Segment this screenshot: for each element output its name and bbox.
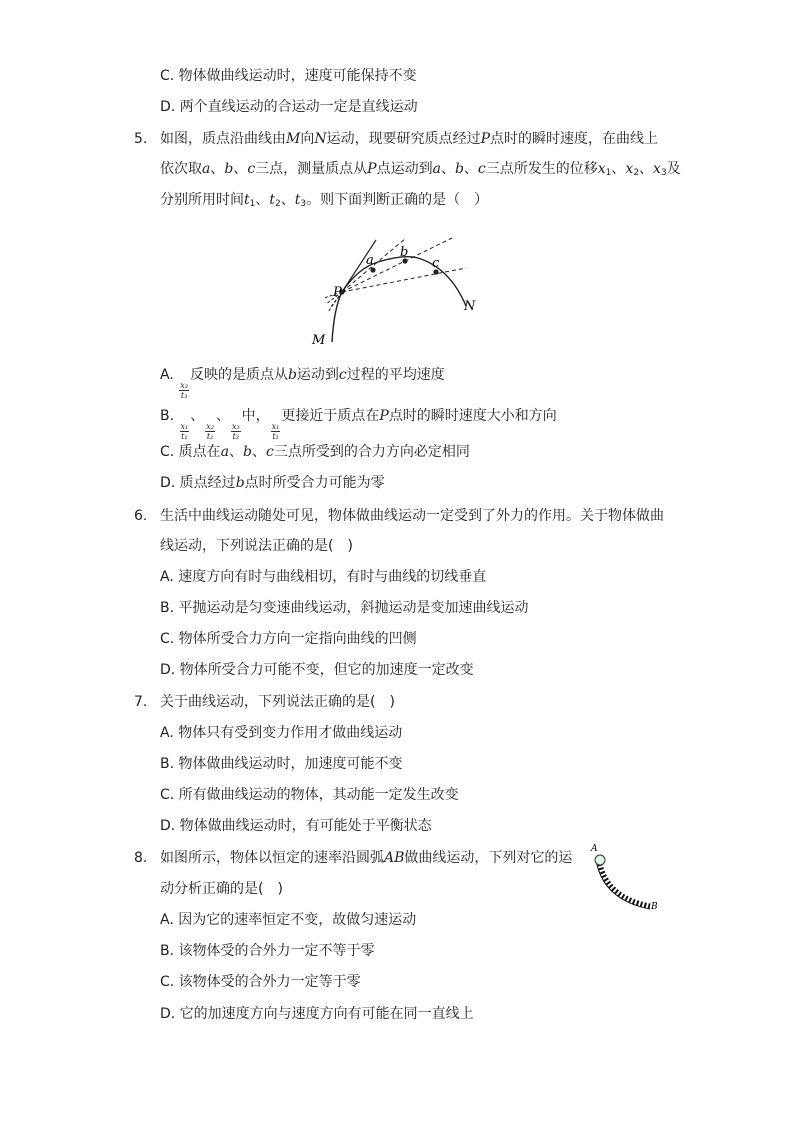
q7-option-c: C. 所有做曲线运动的物体，其动能一定发生改变 xyxy=(160,787,459,803)
q8-stem-line2: 动分析正确的是( ) xyxy=(160,881,283,897)
secant-pa xyxy=(342,238,409,292)
label-n: N xyxy=(464,299,476,314)
q8-arc-figure xyxy=(584,842,662,916)
point-a xyxy=(370,267,375,272)
q7-option-d: D. 物体做曲线运动时，有可能处于平衡状态 xyxy=(160,818,432,834)
q8-option-a: A. 因为它的速率恒定不变，故做匀速运动 xyxy=(160,912,417,928)
q8-option-d: D. 它的加速度方向与速度方向有可能在同一直线上 xyxy=(160,1006,474,1022)
q5-stem-line1: 如图，质点沿曲线由M向N运动，现要研究质点经过P点时的瞬时速度，在曲线上 xyxy=(160,131,659,147)
q6-stem-line1: 生活中曲线运动随处可见，物体做曲线运动一定受到了外力的作用。关于物体做曲 xyxy=(160,508,664,524)
q6-stem-line2: 线运动，下列说法正确的是( ) xyxy=(160,538,353,554)
label-b: b xyxy=(400,245,409,260)
label-c: c xyxy=(432,256,440,271)
q7-stem-line1: 关于曲线运动，下列说法正确的是( ) xyxy=(160,694,395,710)
q7-option-b: B. 物体做曲线运动时，加速度可能不变 xyxy=(160,756,403,772)
q5-option-a: A. $\frac{\text{x₃}}{\text{t₃}}$ 反映的是质点从b运动到c过程的平均速度 xyxy=(160,367,445,400)
q7-option-a: A. 物体只有受到变力作用才做曲线运动 xyxy=(160,725,403,741)
q8-stem-line1: 如图所示，物体以恒定的速率沿圆弧AB做曲线运动，下列对它的运 xyxy=(160,850,573,866)
q6-option-c: C. 物体所受合力方向一定指向曲线的凹侧 xyxy=(160,631,417,647)
q8-option-c: C. 该物体受的合外力一定等于零 xyxy=(160,974,361,990)
q6-option-a: A. 速度方向有时与曲线相切，有时与曲线的切线垂直 xyxy=(160,569,487,585)
q6-option-d: D. 物体所受合力可能不变，但它的加速度一定改变 xyxy=(160,662,474,678)
trajectory-curve xyxy=(332,257,466,342)
label-a: A xyxy=(591,844,598,854)
q5-stem-line3: 分别所用时间$t_1$、$t_2$、$t_3$。则下面判断正确的是（ ） xyxy=(160,192,489,209)
label-a: a xyxy=(366,253,374,268)
q5-option-b: B. $\frac{\text{x₁}}{\text{t₁}}$ 、 $\frac{\text{x₂}}{\text{t₂}}$ 、 $\frac{\text{x₃}}{\text{t₃}}$ 中， $\frac{\text{x₁}}{\text{t₁}}$ 更接近于质点在P点时的瞬时速度大小和方向 xyxy=(160,408,557,441)
q7-number: 7. xyxy=(134,694,148,710)
q5-option-c: C. 质点在a、b、c三点所受到的合力方向必定相同 xyxy=(160,444,470,460)
arc-ab xyxy=(599,860,650,906)
q8-option-b: B. 该物体受的合外力一定不等于零 xyxy=(160,943,375,959)
label-p: P xyxy=(333,285,342,300)
prev-option-c: C. 物体做曲线运动时，速度可能保持不变 xyxy=(160,68,417,84)
q6-option-b: B. 平抛运动是匀变速曲线运动，斜抛运动是变加速曲线运动 xyxy=(160,600,529,616)
q5-option-d: D. 质点经过b点时所受合力可能为零 xyxy=(160,475,385,491)
q5-number: 5. xyxy=(134,131,148,147)
fraction-x3-t3: $\frac{\text{x₃}}{\text{t₃}}$ xyxy=(180,381,188,400)
prev-option-d: D. 两个直线运动的合运动一定是直线运动 xyxy=(160,99,418,115)
q8-number: 8. xyxy=(134,850,148,866)
q6-number: 6. xyxy=(134,508,148,524)
label-b: B xyxy=(651,902,658,912)
label-m: M xyxy=(312,333,326,348)
q5-stem-line2: 依次取a、b、c三点，测量质点从P点运动到a、b、c三点所发生的位移$x_1$、$x_2$、$x_3$及 xyxy=(160,161,681,178)
q5-trajectory-figure xyxy=(300,228,490,350)
object-ball xyxy=(595,855,605,865)
